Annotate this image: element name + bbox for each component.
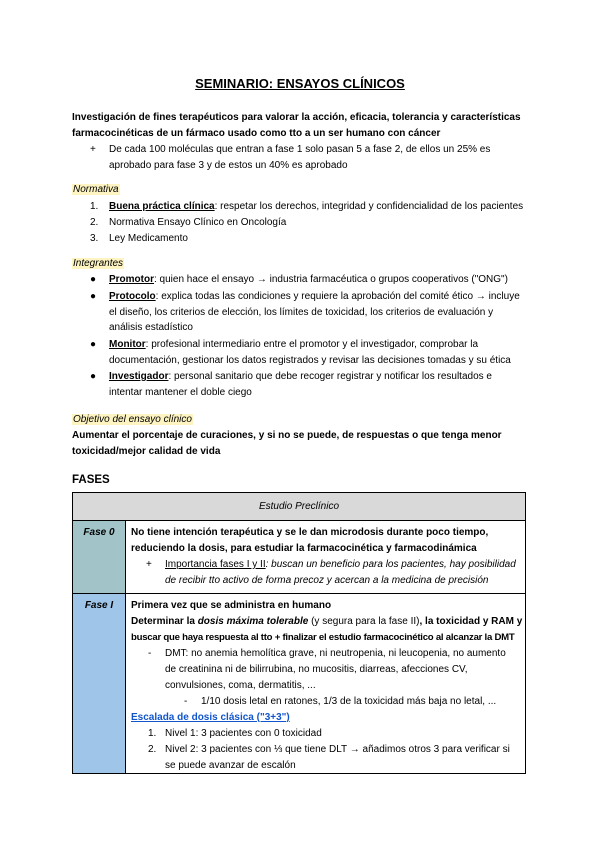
bullet-icon: ●	[90, 274, 97, 285]
integrante-term: Protocolo	[109, 291, 156, 302]
integrante-text: : explica todas las condiciones y requiere la aprobación del comité ético → incluye	[155, 291, 520, 302]
fase0-sub-term: Importancia fases I y II	[165, 559, 266, 570]
normativa-num: 3.	[90, 233, 99, 244]
integrante-promotor	[109, 272, 508, 288]
normativa-heading: Normativa	[73, 184, 119, 195]
escalada-link[interactable]: Escalada de dosis clásica ("3+3")	[131, 712, 290, 723]
dash-marker: -	[148, 648, 152, 659]
intro-line-2: farmacocinéticas de un fármaco usado como tto a un ser humano con cáncer	[72, 128, 441, 139]
fase1-line2-c: (y segura para la fase II)	[308, 616, 420, 627]
fase1-dmt-line-3: convulsiones, coma, dermatitis, ...	[165, 680, 316, 691]
intro-bullet-line-2: aprobado para fase 3 y de estos un 40% es aprobado	[109, 160, 348, 171]
integrante-text: : profesional intermediario entre el promotor y el investigador, comprobar la	[145, 339, 479, 350]
integrante-text: : quien hace el ensayo → industria farmacéutica o grupos cooperativos ("ONG")	[154, 274, 508, 285]
dash-marker: -	[184, 696, 188, 707]
objetivo-line-1: Aumentar el porcentaje de curaciones, y si no se puede, de respuestas o que tenga menor	[72, 430, 502, 441]
integrante-term: Investigador	[109, 371, 169, 382]
step-num: 1.	[148, 728, 157, 739]
fase0-content	[126, 521, 526, 594]
step-num: 2.	[148, 744, 157, 755]
bullet-marker: +	[90, 144, 96, 155]
fase1-line-3: buscar que haya respuesta al tto + finalizar el estudio farmacocinético al alcanzar la DMT	[131, 632, 515, 643]
integrantes-heading: Integrantes	[73, 258, 124, 269]
bullet-icon: ●	[90, 371, 97, 382]
table-header: Estudio Preclínico	[73, 493, 526, 521]
fase0-sub-line-2: de recibir tto activo de forma precoz y acercan a la medicina de precisión	[165, 575, 489, 586]
normativa-num: 2.	[90, 217, 99, 228]
fase1-dmt-line-2: de creatinina ni de bilirrubina, no mucositis, diarreas, afecciones CV,	[165, 664, 468, 675]
integrante-monitor	[109, 337, 478, 353]
step-text: Nivel 2: 3 pacientes con ⅓ que tiene DLT → añadimos otros 3 para verificar si	[165, 744, 510, 755]
integrante-term: Promotor	[109, 274, 154, 285]
integrante-protocolo	[109, 289, 520, 305]
fases-heading: FASES	[72, 474, 110, 486]
objetivo-line-2: toxicidad/mejor calidad de vida	[72, 446, 221, 457]
fase1-label: Fase I	[73, 594, 126, 774]
fase0-sub-line-1: : buscan un beneficio para los pacientes, hay posibilidad	[265, 559, 516, 570]
integrante-text: análisis estadístico	[109, 322, 193, 333]
step-text: Nivel 1: 3 pacientes con 0 toxicidad	[165, 728, 322, 739]
normativa-num: 1.	[90, 201, 99, 212]
fase0-line-2: reduciendo la dosis, para estudiar la farmacocinética y farmacodinámica	[131, 543, 477, 554]
integrante-text: el diseño, los criterios de elección, los límites de toxicidad, los criterios de evaluación y	[109, 307, 494, 318]
fase0-label: Fase 0	[73, 521, 126, 594]
fase1-line2-a: Determinar la	[131, 616, 198, 627]
fase1-line-1: Primera vez que se administra en humano	[131, 600, 332, 611]
fase1-dmt-line-1: DMT: no anemia hemolítica grave, ni neutropenia, ni leucopenia, no aumento	[165, 648, 506, 659]
bullet-icon: ●	[90, 291, 97, 302]
intro-line-1: Investigación de fines terapéuticos para valorar la acción, eficacia, tolerancia y características	[72, 112, 521, 123]
fases-table	[72, 492, 526, 774]
step-text-cont: se puede avanzar de escalón	[165, 760, 296, 771]
normativa-item-2: Normativa Ensayo Clínico en Oncología	[109, 217, 287, 228]
normativa-item-3: Ley Medicamento	[109, 233, 188, 244]
fase1-sub-line: 1/10 dosis letal en ratones, 1/3 de la toxicidad más baja no letal, ...	[201, 696, 497, 707]
normativa-text: : respetar los derechos, integridad y confidencialidad de los pacientes	[214, 201, 524, 212]
normativa-term: Buena práctica clínica	[109, 201, 215, 212]
integrante-text: intentar mantener el doble ciego	[109, 387, 252, 398]
normativa-item-1	[109, 199, 523, 215]
objetivo-heading: Objetivo del ensayo clínico	[73, 414, 192, 425]
integrante-investigador	[109, 369, 492, 385]
fase1-line2-d: , la toxicidad y RAM y	[419, 616, 523, 627]
integrante-text: documentación, gestionar los datos registrados y revisar las decisiones tomadas y su ética	[109, 355, 511, 366]
fase0-line-1: No tiene intención terapéutica y se le dan microdosis durante poco tiempo,	[131, 527, 489, 538]
intro-bullet-line-1: De cada 100 moléculas que entran a fase 1 solo pasan 5 a fase 2, de ellos un 25% es	[109, 144, 491, 155]
page-title: SEMINARIO: ENSAYOS CLÍNICOS	[195, 76, 405, 91]
bullet-marker: +	[146, 559, 152, 570]
integrante-term: Monitor	[109, 339, 146, 350]
fase1-dmt-term: dosis máxima tolerable	[197, 616, 309, 627]
integrante-text: : personal sanitario que debe recoger registrar y notificar los resultados e	[168, 371, 492, 382]
bullet-icon: ●	[90, 339, 97, 350]
fase1-content	[126, 594, 526, 774]
